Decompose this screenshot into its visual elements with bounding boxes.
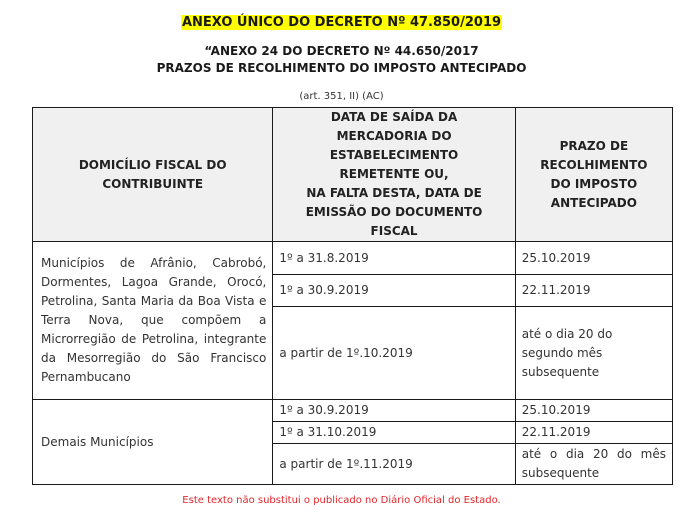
header-line: ANTECIPADO (550, 195, 637, 210)
data-saida-cell: a partir de 1º.11.2019 (273, 444, 515, 485)
table-header-row (33, 108, 673, 242)
disclaimer-note: Este texto não substitui o publicado no Diário Oficial do Estado. (182, 495, 501, 506)
header-data-saida (273, 108, 515, 242)
data-saida-cell: 1º a 30.9.2019 (273, 275, 515, 307)
prazo-cell: 22.11.2019 (515, 275, 672, 307)
header-line: CONTRIBUINTE (102, 176, 204, 191)
document-title (0, 14, 683, 32)
article-reference: (art. 351, II) (AC) (299, 91, 384, 102)
annex-heading-line: PRAZOS DE RECOLHIMENTO DO IMPOSTO ANTECIPADO (156, 61, 527, 75)
header-line: FISCAL (370, 224, 418, 238)
prazo-cell: 22.11.2019 (515, 422, 672, 444)
table-row (33, 242, 673, 275)
header-line: REMETENTE OU, (339, 167, 449, 181)
header-prazo (515, 108, 672, 242)
header-line: DATA DE SAÍDA DA (330, 110, 458, 124)
header-line: EMISSÃO DO DOCUMENTO (305, 205, 483, 219)
domicilio-cell-petrolina: Municípios de Afrânio, Cabrobó, Dormentes, Lagoa Grande, Orocó, Petrolina, Santa Maria da Boa Vista e Terra Nova, que compõem a Microrregião de Petrolina, integrante da Mesorregião do São Francisco Pernambucano (33, 242, 273, 400)
prazo-cell: 25.10.2019 (515, 242, 672, 275)
header-line: DOMICÍLIO FISCAL DO (78, 157, 227, 172)
data-saida-cell: a partir de 1º.10.2019 (273, 307, 515, 400)
header-line: MERCADORIA DO (336, 129, 452, 143)
data-saida-cell: 1º a 31.8.2019 (273, 242, 515, 275)
prazo-cell: até o dia 20 do segundo mês subsequente (515, 307, 672, 400)
deadlines-table (32, 107, 673, 485)
header-line: PRAZO DE (559, 138, 629, 153)
data-saida-cell: 1º a 30.9.2019 (273, 400, 515, 422)
header-line: DO IMPOSTO (550, 176, 638, 191)
domicilio-cell-demais: Demais Municípios (33, 400, 273, 485)
annex-subtitle (0, 43, 683, 77)
header-line: RECOLHIMENTO (540, 157, 648, 172)
prazo-cell: até o dia 20 do mês subsequente (515, 444, 672, 485)
header-domicilio (33, 108, 273, 242)
prazo-cell: 25.10.2019 (515, 400, 672, 422)
table-row (33, 400, 673, 422)
header-line: NA FALTA DESTA, DATA DE (306, 186, 482, 200)
highlighted-title: ANEXO ÚNICO DO DECRETO Nº 47.850/2019 (181, 15, 502, 30)
data-saida-cell: 1º a 31.10.2019 (273, 422, 515, 444)
header-line: ESTABELECIMENTO (329, 148, 459, 162)
annex-reference-line: “ANEXO 24 DO DECRETO Nº 44.650/2017 (204, 44, 479, 58)
